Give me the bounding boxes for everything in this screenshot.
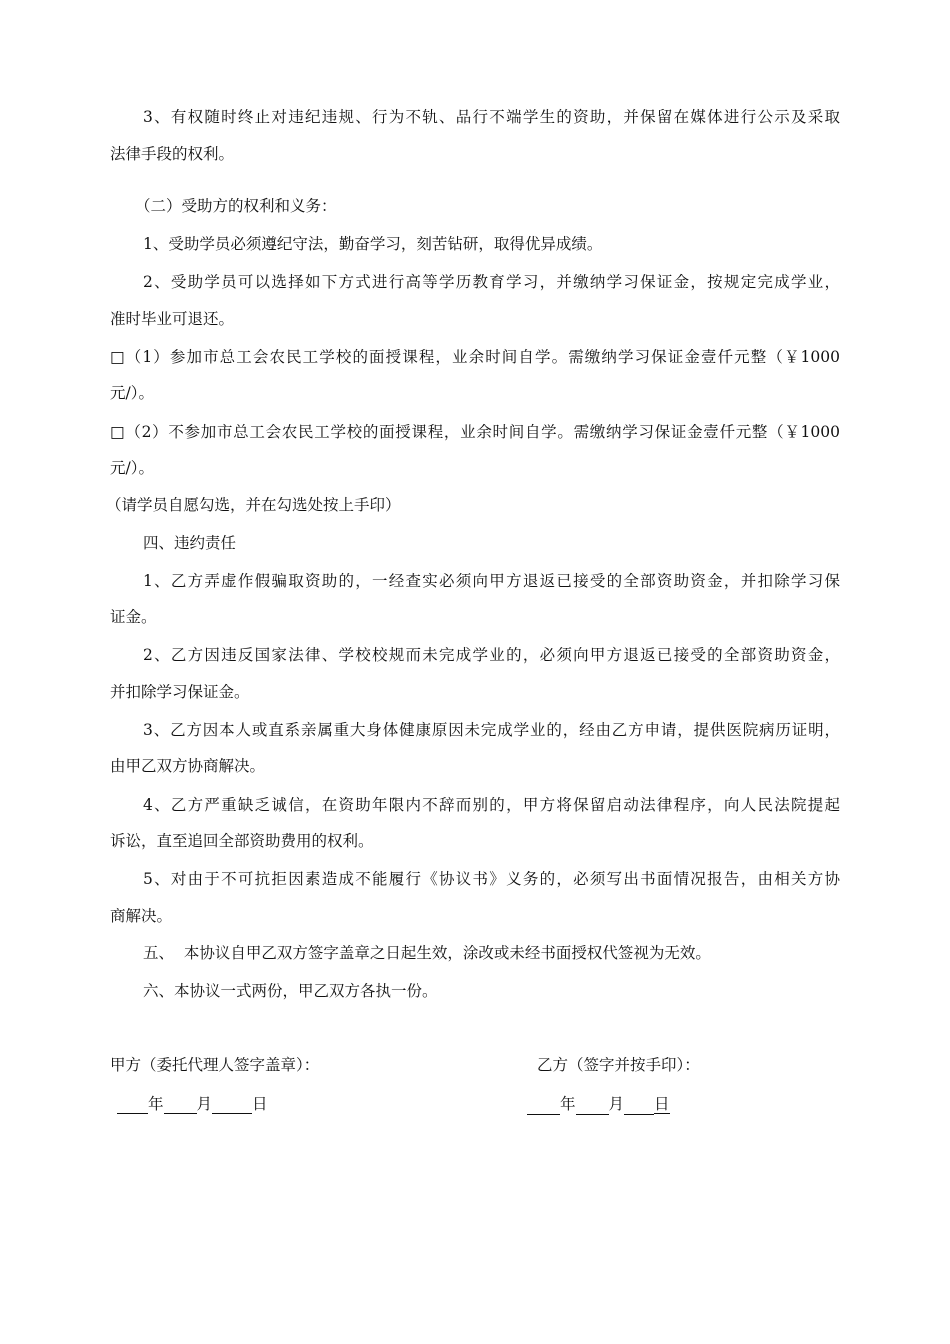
month-blank — [576, 1098, 609, 1115]
clause-3-line-1: 3、有权随时终止对违纪违规、行为不轨、品行不端学生的资助，并保留在媒体进行公示及采取 — [143, 108, 840, 126]
section-2-title: （二）受助方的权利和义务： — [135, 197, 337, 215]
section-4-title: 四、违约责任 — [143, 534, 237, 552]
option-2-line-2: 元/）。 — [110, 459, 154, 477]
option-1-line-2: 元/）。 — [110, 384, 154, 402]
month-label: 月 — [608, 1095, 625, 1113]
breach-clause-1-line-1: 1、乙方弄虚作假骗取资助的，一经查实必须向甲方退返已接受的全部资助资金，并扣除学习保 — [143, 572, 840, 590]
option-2-line-1: □（2）不参加市总工会农民工学校的面授课程，业余时间自学。需缴纳学习保证金壹仟元整（￥1000 — [110, 423, 840, 441]
recipient-clause-2-line-1: 2、受助学员可以选择如下方式进行高等学历教育学习，并缴纳学习保证金，按规定完成学业， — [143, 273, 840, 291]
checkbox-note: （请学员自愿勾选，并在勾选处按上手印） — [106, 496, 401, 514]
party-b-signature-label: 乙方（签字并按手印）： — [537, 1056, 700, 1074]
party-a-date-line — [117, 1094, 268, 1114]
breach-clause-3-line-2: 由甲乙双方协商解决。 — [110, 757, 266, 775]
breach-clause-3-line-1: 3、乙方因本人或直系亲属重大身体健康原因未完成学业的，经由乙方申请，提供医院病历证明， — [143, 721, 840, 739]
option-1-line-1: □（1）参加市总工会农民工学校的面授课程，业余时间自学。需缴纳学习保证金壹仟元整（￥1000 — [110, 348, 840, 366]
party-a-signature-label: 甲方（委托代理人签字盖章）： — [110, 1056, 320, 1074]
breach-clause-1-line-2: 证金。 — [110, 608, 157, 626]
breach-clause-2-line-2: 并扣除学习保证金。 — [110, 683, 250, 701]
clause-3-line-2: 法律手段的权利。 — [110, 145, 235, 163]
day-blank — [624, 1098, 654, 1115]
breach-clause-4-line-1: 4、乙方严重缺乏诚信，在资助年限内不辞而别的，甲方将保留启动法律程序，向人民法院提起 — [143, 796, 840, 814]
breach-clause-5-line-1: 5、对由于不可抗拒因素造成不能履行《协议书》义务的，必须写出书面情况报告，由相关方协 — [143, 870, 840, 888]
breach-clause-4-line-2: 诉讼，直至追回全部资助费用的权利。 — [110, 832, 374, 850]
party-b-date-line — [527, 1094, 670, 1115]
breach-clause-2-line-1: 2、乙方因违反国家法律、学校校规而未完成学业的，必须向甲方退返已接受的全部资助资金， — [143, 646, 840, 664]
recipient-clause-2-line-2: 准时毕业可退还。 — [110, 310, 235, 328]
recipient-clause-1: 1、受助学员必须遵纪守法，勤奋学习，刻苦钻研，取得优异成绩。 — [143, 235, 603, 253]
year-blank — [117, 1097, 148, 1114]
breach-clause-5-line-2: 商解决。 — [110, 907, 173, 925]
day-blank — [212, 1097, 252, 1114]
day-label: 日 — [252, 1095, 268, 1113]
year-label: 年 — [560, 1095, 576, 1113]
year-label: 年 — [148, 1095, 164, 1113]
month-blank — [164, 1097, 197, 1114]
day-label: 日 — [654, 1095, 670, 1113]
month-label: 月 — [196, 1095, 213, 1113]
section-5: 五、 本协议自甲乙双方签字盖章之日起生效，涂改或未经书面授权代签视为无效。 — [143, 944, 711, 962]
section-6: 六、本协议一式两份，甲乙双方各执一份。 — [143, 982, 438, 1000]
year-blank — [527, 1098, 560, 1115]
